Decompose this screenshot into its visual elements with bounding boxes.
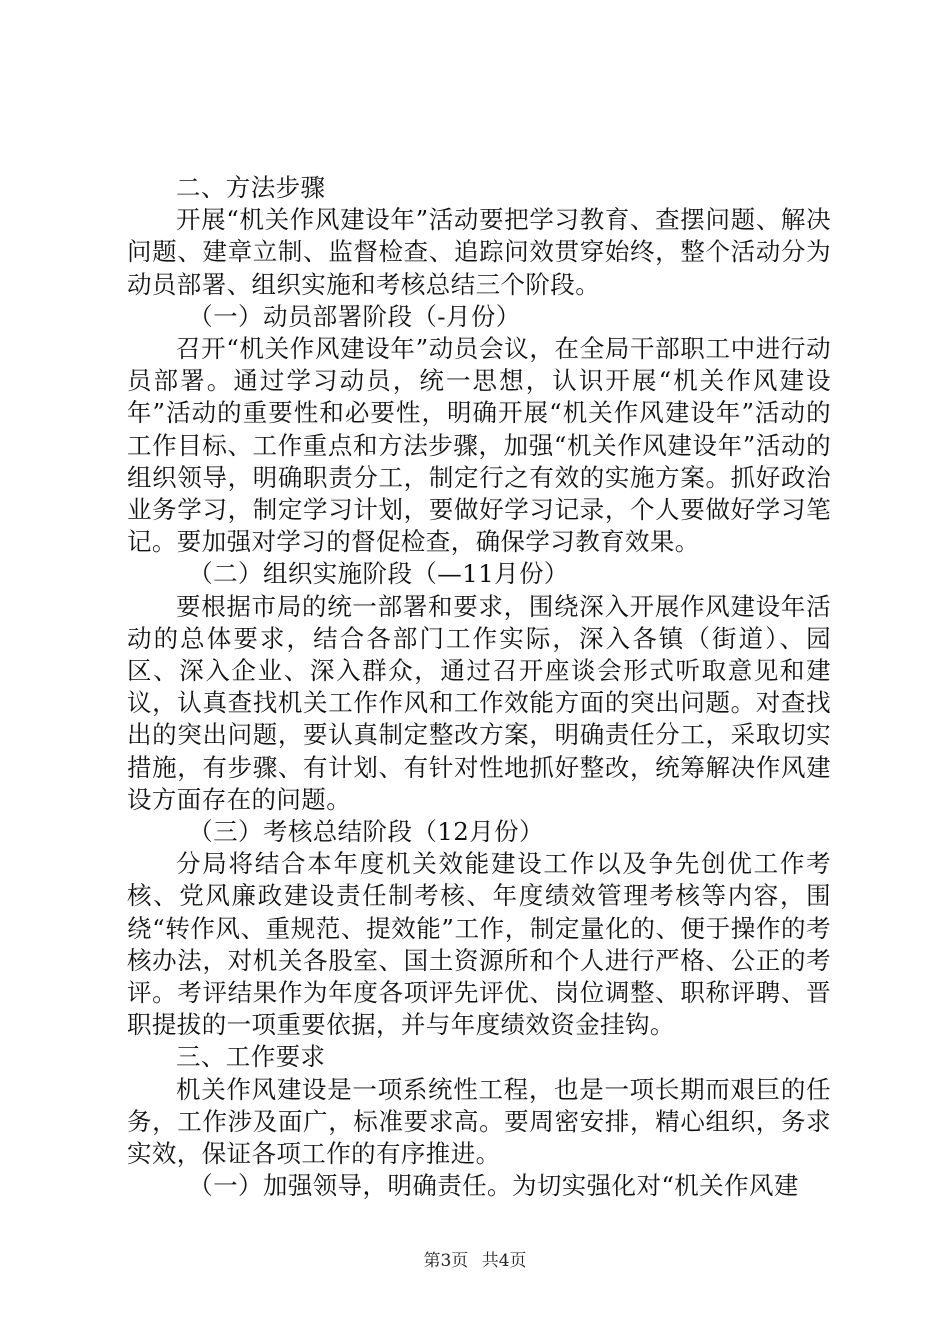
document-body [127, 172, 831, 1203]
paragraph-mobilization: 召开“机关作风建设年”动员会议，在全局干部职工中进行动员部署。通过学习动员，统一思想，认识开展“机关作风建设年”活动的重要性和必要性，明确开展“机关作风建设年”活动的工作目标、工作重点和方法步骤，加强“机关作风建设年”活动的组织领导，明确职责分工，制定行之有效的实施方案。抓好政治业务学习，制定学习计划，要做好学习记录，个人要做好学习笔记。要加强对学习的督促检查，确保学习教育效果。 [127, 334, 831, 557]
paragraph-assessment: 分局将结合本年度机关效能建设工作以及争先创优工作考核、党风廉政建设责任制考核、年度绩效管理考核等内容，围绕“转作风、重规范、提效能”工作，制定量化的、便于操作的考核办法，对机关各股室、国土资源所和个人进行严格、公正的考评。考评结果作为年度各项评先评优、岗位调整、职称评聘、晋职提拔的一项重要依据，并与年度绩效资金挂钩。 [127, 849, 831, 1040]
page-number: 第3页 [423, 1251, 469, 1271]
page-footer [0, 1250, 950, 1272]
subheading-implementation-stage: （二）组织实施阶段（—11月份） [188, 559, 569, 589]
section-heading-methods: 二、方法步骤 [176, 173, 326, 202]
subheading-mobilization-stage: （一）动员部署阶段（-月份） [188, 301, 521, 331]
paragraph-requirements-intro: 机关作风建设是一项系统性工程，也是一项长期而艰巨的任务，工作涉及面广，标准要求高。要周密安排，精心组织，务求实效，保证各项工作的有序推进。 [127, 1074, 831, 1169]
paragraph-implementation: 要根据市局的统一部署和要求，围绕深入开展作风建设年活动的总体要求，结合各部门工作实际，深入各镇（街道）、园区、深入企业、深入群众，通过召开座谈会形式听取意见和建议，认真查找机关工作作风和工作效能方面的突出问题。对查找出的突出问题，要认真制定整改方案，明确责任分工，采取切实措施，有步骤、有计划、有针对性地抓好整改，统筹解决作风建设方面存在的问题。 [127, 591, 831, 814]
subheading-leadership: （一）加强领导，明确责任。为切实强化对“机关作风建 [188, 1171, 799, 1201]
paragraph-methods-intro: 开展“机关作风建设年”活动要把学习教育、查摆问题、解决问题、建章立制、监督检查、追踪问效贯穿始终，整个活动分为动员部署、组织实施和考核总结三个阶段。 [127, 205, 831, 299]
page-total: 共4页 [481, 1251, 527, 1271]
section-heading-requirements: 三、工作要求 [176, 1042, 326, 1072]
subheading-assessment-stage: （三）考核总结阶段（12月份） [188, 817, 544, 847]
